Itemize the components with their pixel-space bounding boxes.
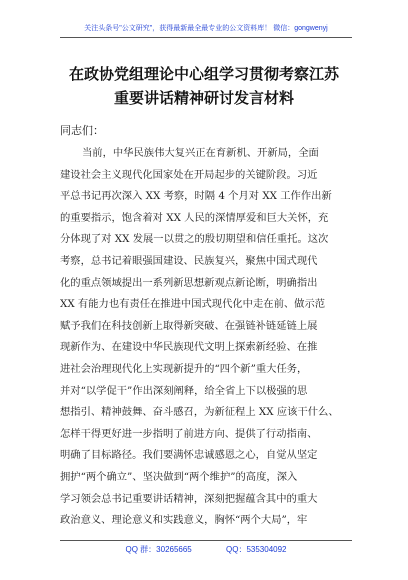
- body-line: 想指引、精神鼓舞、奋斗感召，为新征程上 XX 应该干什么、: [60, 406, 339, 419]
- body-line: 分体现了对 XX 发展一以贯之的殷切期望和信任重托。这次: [60, 233, 329, 246]
- title-line-1: 在政协党组理论中心组学习贯彻考察江苏: [68, 65, 339, 83]
- footer: [60, 542, 352, 558]
- body-line: XX 有能力也有责任在推进中国式现代化中走在前、做示范: [60, 298, 326, 311]
- salutation: 同志们：: [60, 124, 104, 137]
- document-title: [50, 62, 358, 110]
- body-line: 当前，中华民族伟大复兴正在育新机、开新局，全面: [82, 147, 319, 159]
- body-line: 考察，总书记着眼强国建设、民族复兴，聚焦中国式现代: [60, 254, 318, 267]
- footer-qq: QQ：535304092: [226, 545, 287, 554]
- body-line: 化的重点领域提出一系列新思想新观点新论断，明确指出: [60, 276, 318, 289]
- body-line: 进社会治理现代化上实现新提升的“四个新”重大任务，: [60, 362, 308, 375]
- body-line: 现新作为、在建设中华民族现代文明上探索新经验、在推: [60, 341, 318, 354]
- body-line: 政治意义、理论意义和实践意义，胸怀“两个大局”，牢: [60, 514, 308, 527]
- header-banner: 关注头条号"公文研究"，获得最新最全最专业的公文资料库！ 微信：gongwenyj: [84, 25, 328, 32]
- body-line: 赋予我们在科技创新上取得新突破、在强链补链延链上展: [60, 319, 318, 332]
- document-body: [60, 143, 360, 532]
- body-line: 拥护“两个确立”、坚决做到“两个维护”的高度，深入: [60, 470, 298, 483]
- header-divider: [60, 37, 352, 38]
- body-line: 建设社会主义现代化国家处在开局起步的关键阶段。习近: [60, 168, 318, 181]
- title-line-2: 重要讲话精神研讨发言材料: [113, 89, 294, 107]
- footer-divider: [60, 540, 352, 541]
- body-line: 怎样干得更好进一步指明了前进方向、提供了行动指南、: [60, 427, 318, 440]
- body-line: 的重要指示，饱含着对 XX 人民的深情厚爱和巨大关怀，充: [60, 211, 329, 224]
- body-line: 明确了目标路径。我们要满怀忠诚感恩之心，自觉从坚定: [60, 449, 318, 462]
- body-line: 学习领会总书记重要讲话精神，深刻把握蕴含其中的重大: [60, 492, 318, 505]
- body-line: 平总书记再次深入 XX 考察，时隔 4 个月对 XX 工作作出新: [60, 190, 332, 203]
- body-line: 并对“以学促干”作出深刻阐释，给全省上下以极强的思: [60, 384, 308, 397]
- footer-qq-group: QQ 群：30265665: [125, 545, 192, 554]
